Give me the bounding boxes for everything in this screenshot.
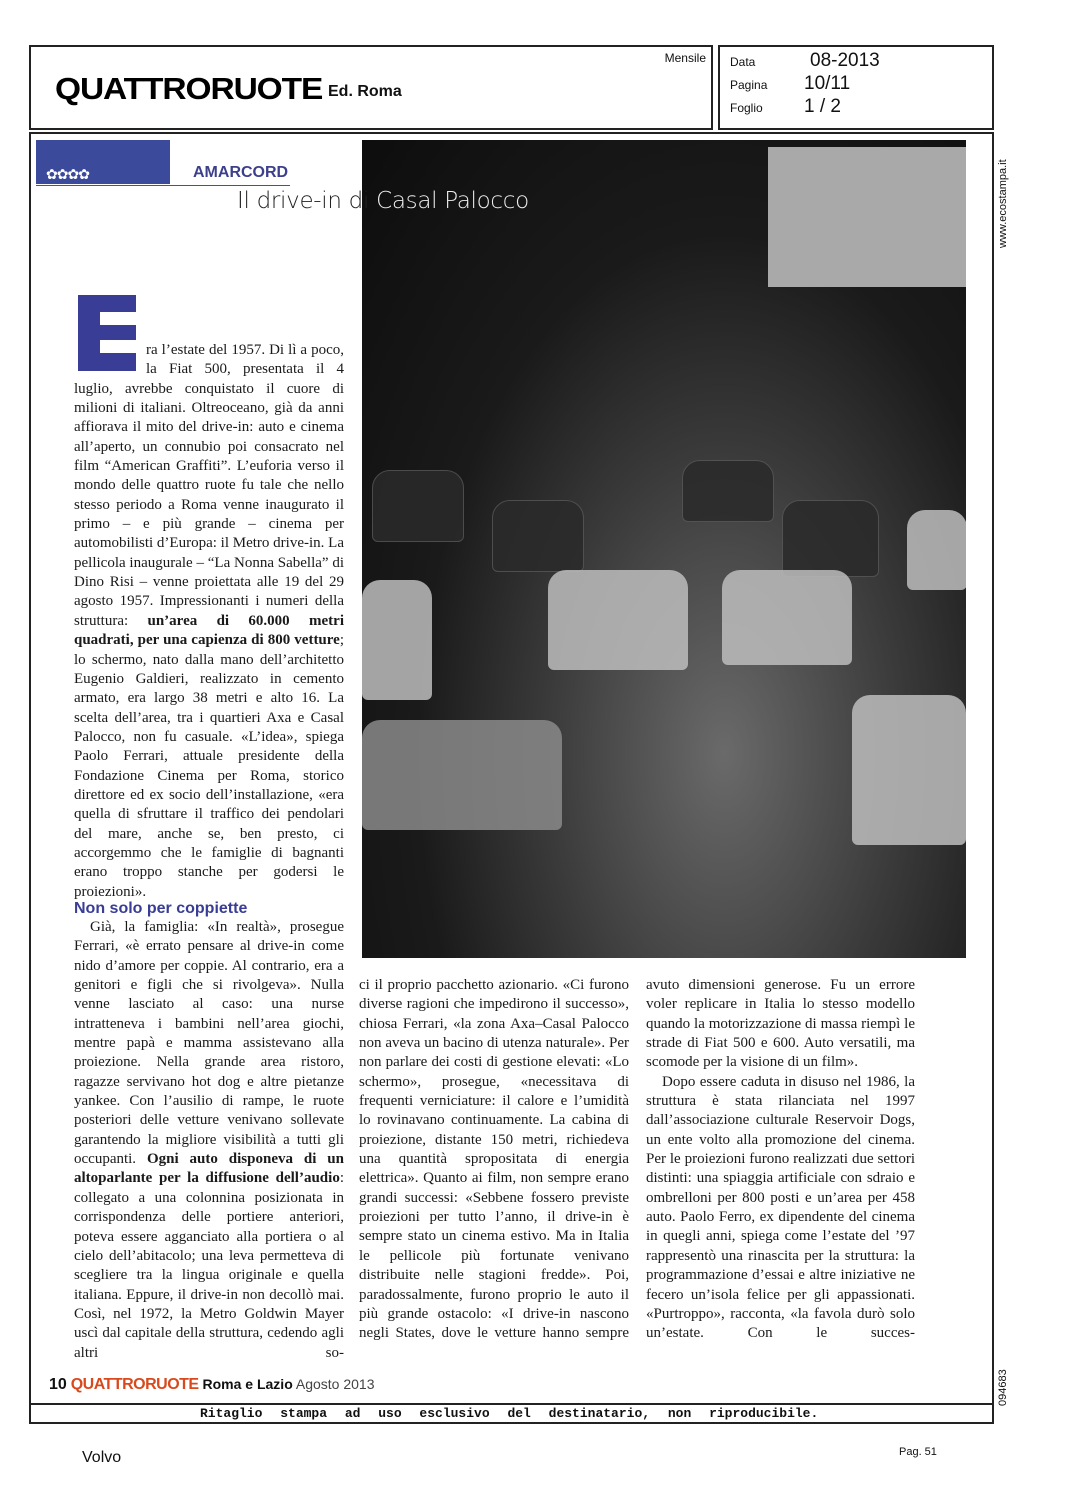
clipping-meta-box — [718, 45, 994, 130]
car-shape — [548, 570, 688, 670]
meta-date — [730, 50, 880, 71]
section-rule — [36, 185, 290, 186]
title-part: Casal Palocco — [376, 188, 529, 214]
paragraph: ci il proprio pacchetto azionario. «Ci furono diverse ragioni che impedirono il successo», chiosa Ferrari, «la zona Axa–Casal Palocco non aveva un bacino di utenza naturale». Per non parlare dei costi di gestione elevati: «Lo schermo», prosegue, «necessitava di frequenti verniciature: il calore e l’umidità lo rovinavano continuamente. La cabina di proiezione, distante 150 metri, richiedeva una quantità spropositata di energia elettrica». Quanto ai film, non sempre erano grandi successi: «Sebbene fossero previste proiezioni per tutto l’anno, il drive-in è sempre stato un cinema estivo. Ma in Italia le pellicole più fortunate venivano distribuite nelle stagioni fredde». Poi, paradossalmente, furono proprio le auto il più grande ostacolo: «I drive-in nascono negli States, dove le vetture hanno sempre — [359, 977, 629, 1342]
clipping-code: 094683 — [997, 1369, 1009, 1406]
meta-label: Pagina — [730, 78, 768, 92]
website-label: www.ecostampa.it — [997, 159, 1009, 248]
meta-value: 10/11 — [804, 73, 851, 94]
footer-brand: QUATTRORUOTE — [70, 1376, 199, 1393]
bold-run: un’area di 60.000 metri quadrati, per una capienza di 800 vetture — [74, 612, 344, 649]
text-run: ra l’estate del 1957. Di lì a poco, la Fiat 500, presentata il 4 luglio, avrebbe conquistato il cuore di milioni di italiani. Oltreoceano, già da anni affiorava il mito del drive-in: auto e cinema all’aperto, un connubio poi consacrato nel film “American Graffiti”. L’euforia verso il mondo delle quattro ruote fu tale che nello stesso periodo a Roma venne inaugurato il primo – e più grande – cinema per automobilisti d’Europa: il Metro drive-in. La pellicola inaugurale – “La Nonna Sabella” di Dino Risi – venne proiettata alle 19 del 29 agosto 1957. Impressionanti i numeri della struttura: — [74, 342, 344, 629]
column-2 — [359, 976, 629, 1344]
wheels-icon: ✿✿✿✿ — [46, 166, 89, 182]
title-part: Il drive-in di — [237, 188, 370, 214]
page-footer — [49, 1376, 375, 1394]
car-shape — [362, 580, 432, 700]
paragraph: avuto dimensioni generose. Fu un errore voler replicare in Italia lo stesso modello quando la motorizzazione di massa riempì le strade di Fiat 500 e 600. Auto versatili, ma scomode per la visione di un film». — [646, 977, 915, 1071]
meta-sheet — [730, 96, 841, 117]
column-3 — [646, 976, 915, 1344]
footer-region: Roma e Lazio — [202, 1376, 293, 1392]
car-shape — [372, 470, 464, 542]
frequency-label: Mensile — [664, 51, 706, 65]
meta-page — [730, 73, 851, 94]
section-label: AMARCORD — [193, 164, 289, 181]
divider — [29, 1403, 994, 1405]
meta-label: Data — [730, 55, 756, 69]
edition-label: Ed. Roma — [328, 83, 402, 100]
meta-value: 1 / 2 — [804, 96, 841, 117]
page-number: 10 — [49, 1376, 67, 1393]
publication-logo: QUATTRORUOTE — [55, 71, 323, 106]
meta-label: Foglio — [730, 101, 763, 115]
copyright-notice: Ritaglio stampa ad uso esclusivo del destinatario, non riproducibile. — [200, 1406, 819, 1421]
text-run: : collegato a una colonnina posizionata in corrispondenza delle portiere anteriori, poteva essere agganciato alla portiera o al cielo dell’abitacolo; una leva permetteva di scegliere tra la lingua originale e quella italiana. Eppure, il drive-in non decollò mai. Così, nel 1972, la Metro Goldwin Mayer uscì dal capitale della struttura, cedendo agli altri so- — [74, 1170, 344, 1361]
meta-value: 08-2013 — [810, 50, 880, 71]
footer-issue: Agosto 2013 — [295, 1376, 375, 1392]
car-shape — [852, 695, 966, 845]
car-shape — [362, 720, 562, 830]
column-1-top — [74, 341, 344, 902]
masthead-box — [29, 45, 713, 130]
car-shape — [682, 460, 774, 522]
subheading: Non solo per coppiette — [74, 900, 248, 917]
column-1-bottom — [74, 918, 344, 1363]
text-run: Già, la famiglia: «In realtà», prosegue Ferrari, «è errato pensare al drive-in come nido d’amore per coppie. Al contrario, era a genitori e figli che si rivolgeva». Nulla venne lasciato al caso: una nurse intratteneva i bambini nell’area giochi, mentre papà e mamma assistevano alla proiezione. Nella grande area ristoro, ragazze servivano hot dog e altre pietanze yankee. Con l’ausilio di rampe, le ruote posteriori delle vetture venivano sollevate garantendo la migliore visibilità a tutti gli occupanti. — [74, 919, 344, 1168]
paragraph: Dopo essere caduta in disuso nel 1986, la struttura è stata rilanciata nel 1997 dall’associazione culturale Reservoir Dogs, un ente volto alla promozione del cinema. Per le proiezioni furono realizzati due settori distinti: una spiaggia artificiale con sdraio e ombrelloni per 800 posti e un’area per 458 auto. Paolo Ferro, ex dipendente del cinema in quegli anni, spiega come l’estate del ’97 rappresentò una rinascita per la struttura: la programmazione d’essai e altre iniziative ne fecero un’isola felice per gli appassionati. «Purtroppo», racconta, «la favola durò solo un’estate. Con le succes- — [646, 1073, 915, 1342]
drive-in-photo — [362, 140, 966, 958]
text-run: ; lo schermo, nato dalla mano dell’architetto Eugenio Galdieri, realizzato in cemento armato, era largo 38 metri e alto 16. La scelta dell’area, tra i quartieri Axa e Casal Palocco, non fu casuale. «L’idea», spiega Paolo Ferrari, attuale presidente della Fondazione Cinema per Roma, storico direttore ed ex socio dell’installazione, «era quella di sfruttare il traffico dei pendolari del mare, anche se, ben presto, ci accorgemmo che le famiglie di bagnanti erano troppo stanche per godersi le proiezioni». — [74, 632, 344, 900]
article-title — [237, 188, 529, 214]
client-label: Volvo — [82, 1449, 122, 1466]
page-label: Pag. 51 — [899, 1446, 937, 1458]
cinema-screen — [768, 147, 966, 287]
bold-run: Ogni auto disponeva di un altoparlante per la diffusione dell’audio — [74, 1151, 344, 1187]
car-shape — [492, 500, 584, 572]
car-shape — [907, 510, 966, 590]
car-shape — [722, 570, 852, 665]
car-shape — [782, 500, 879, 577]
